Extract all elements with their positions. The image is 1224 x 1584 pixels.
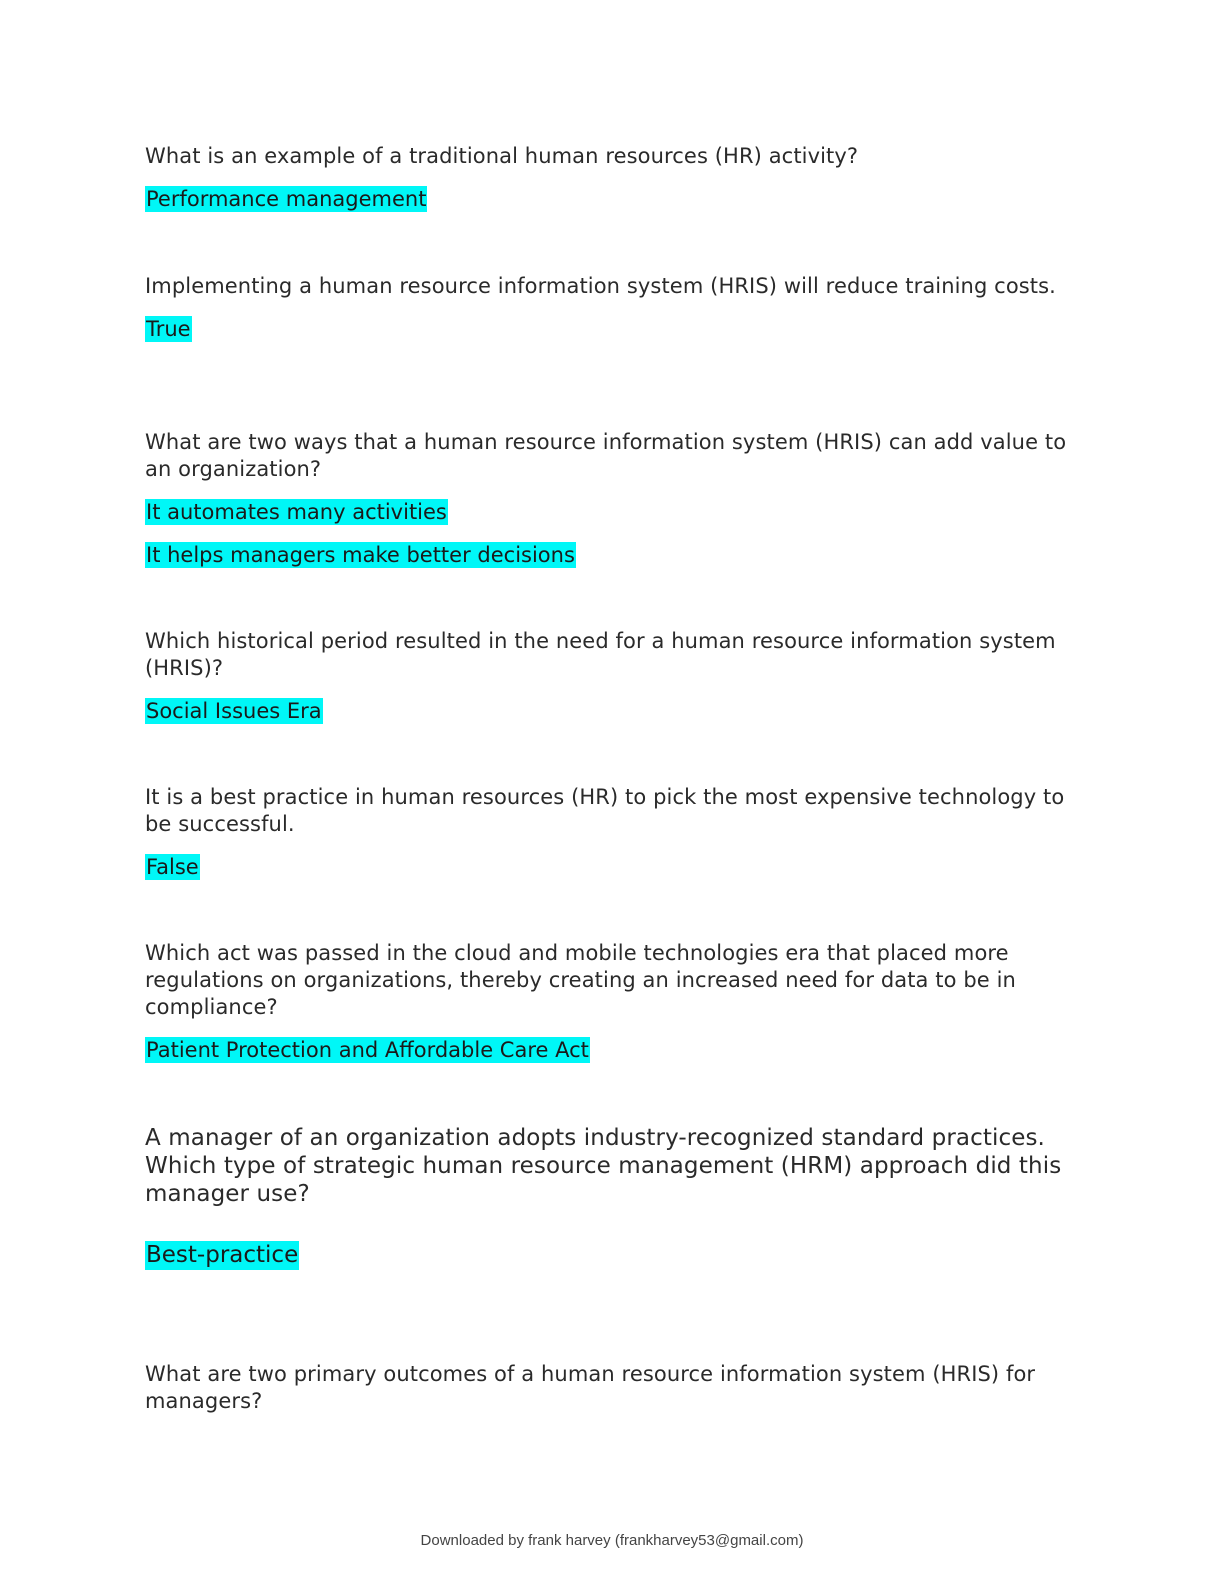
question-text: What are two ways that a human resource information system (HRIS) can add value to an organization? xyxy=(145,430,1067,481)
question-text: A manager of an organization adopts industry-recognized standard practices. Which type of strategic human resource management (HRM) approach did this manager use? xyxy=(145,1125,1062,1207)
qa-block-5 xyxy=(145,784,1075,880)
question-text: Which historical period resulted in the need for a human resource information system (HRIS)? xyxy=(145,629,1056,680)
question-text: Implementing a human resource information system (HRIS) will reduce training costs. xyxy=(145,274,1056,298)
highlighted-answer: It helps managers make better decisions xyxy=(146,543,575,567)
highlighted-answer: Best-practice xyxy=(146,1242,299,1268)
qa-block-6 xyxy=(145,940,1075,1063)
question-text: It is a best practice in human resources (HR) to pick the most expensive technology to be successful. xyxy=(145,785,1065,836)
highlighted-answer: Patient Protection and Affordable Care Act xyxy=(146,1038,589,1062)
question-text: Which act was passed in the cloud and mobile technologies era that placed more regulations on organizations, thereby creating an increased need for data to be in compliance? xyxy=(145,941,1016,1019)
question-text: What is an example of a traditional human resources (HR) activity? xyxy=(145,144,859,168)
qa-block-7 xyxy=(145,1124,1075,1270)
qa-block-4 xyxy=(145,628,1075,724)
qa-block-8 xyxy=(145,1361,1075,1415)
highlighted-answer: False xyxy=(146,855,199,879)
highlighted-answer: Social Issues Era xyxy=(146,699,322,723)
highlighted-answer: Performance management xyxy=(146,187,427,211)
highlighted-answer: True xyxy=(146,317,191,341)
qa-block-3 xyxy=(145,429,1075,568)
download-footer: Downloaded by frank harvey (frankharvey53@gmail.com) xyxy=(420,1532,804,1549)
qa-block-1 xyxy=(145,143,1075,212)
question-text: What are two primary outcomes of a human resource information system (HRIS) for managers? xyxy=(145,1362,1036,1413)
highlighted-answer: It automates many activities xyxy=(146,500,447,524)
qa-block-2 xyxy=(145,273,1075,342)
